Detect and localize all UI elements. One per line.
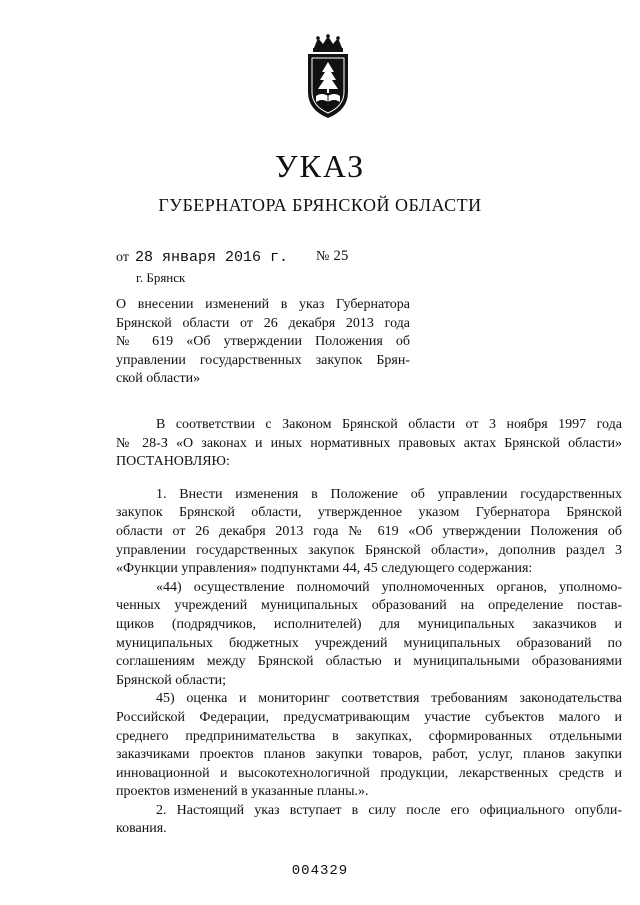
document-title: УКАЗ xyxy=(274,148,366,184)
sub44-line: «44) осуществление полномочий уполномоченных органов, уполномо- xyxy=(156,579,622,595)
item1-line: области от 26 декабря 2013 года № 619 «Об утверждении Положения об xyxy=(116,523,622,539)
sub44-line: муниципальных бюджетных учреждений муниципальных образований по xyxy=(116,635,622,651)
preamble-line: В соответствии с Законом Брянской области от 3 ноября 1997 года xyxy=(156,417,622,432)
heading-line: Брянской области от 26 декабря 2013 года xyxy=(116,315,410,331)
decree-number xyxy=(316,249,348,264)
decree-date xyxy=(116,250,288,265)
decree-body xyxy=(116,416,622,839)
number-value: 25 xyxy=(333,248,349,264)
sub44-line: щиков (подрядчиков, исполнителей) для муниципальных заказчиков и xyxy=(116,616,622,632)
number-label: № xyxy=(316,249,330,264)
heading-line: ской области» xyxy=(116,371,201,386)
heading-line: управлении государственных закупок Брян- xyxy=(116,352,410,368)
sub44-line: ченных учреждений муниципальных образований на определение постав- xyxy=(116,598,622,614)
date-value: 28 января 2016 г. xyxy=(134,249,288,266)
heading-line: О внесении изменений в указ Губернатора xyxy=(116,297,410,312)
item2-line: 2. Настоящий указ вступает в силу после его официального опубли- xyxy=(156,802,622,818)
city: г. Брянск xyxy=(136,270,186,285)
item1-line: закупок Брянской области, утвержденное указом Губернатора Брянской xyxy=(116,505,622,521)
item1-line: управлении государственных закупок Брянской области», дополнив раздел 3 xyxy=(116,542,622,558)
sub45-line: проектов изменений в указанные планы.». xyxy=(116,784,369,800)
date-prefix: от xyxy=(116,250,129,265)
heading-line: № 619 «Об утверждении Положения об xyxy=(116,334,410,349)
decree-heading xyxy=(116,296,410,389)
sub45-line: инновационной и высокотехнологичной продукции, лекарственных средств и xyxy=(116,765,622,781)
sub45-line: среднего предпринимательства в закупках, сформированных отдельными xyxy=(116,728,622,744)
preamble-line: ПОСТАНОВЛЯЮ: xyxy=(116,454,230,470)
item1-line: 1. Внести изменения в Положение об управлении государственных xyxy=(156,486,622,502)
item1-line: «Функции управления» подпунктами 44, 45 следующего содержания: xyxy=(116,561,533,577)
item2-line: кования. xyxy=(116,821,167,837)
sub45-line: заказчиками проектов планов закупки товаров, работ, услуг, планов закупки xyxy=(116,747,622,763)
document-subtitle: ГУБЕРНАТОРА БРЯНСКОЙ ОБЛАСТИ xyxy=(158,195,482,215)
preamble-line: № 28-З «О законах и иных нормативных правовых актах Брянской области» xyxy=(116,435,622,451)
coat-of-arms-icon xyxy=(294,34,362,122)
sub44-line: Брянской области; xyxy=(116,672,226,688)
sub44-line: соглашениям между Брянской областью и муниципальными образованиями xyxy=(116,654,622,670)
sub45-line: 45) оценка и мониторинг соответствия требованиям законодательства xyxy=(156,691,622,707)
sub45-line: Российской Федерации, предусматривающим участие субъектов малого и xyxy=(116,709,622,725)
document-serial-number: 004329 xyxy=(291,863,349,879)
